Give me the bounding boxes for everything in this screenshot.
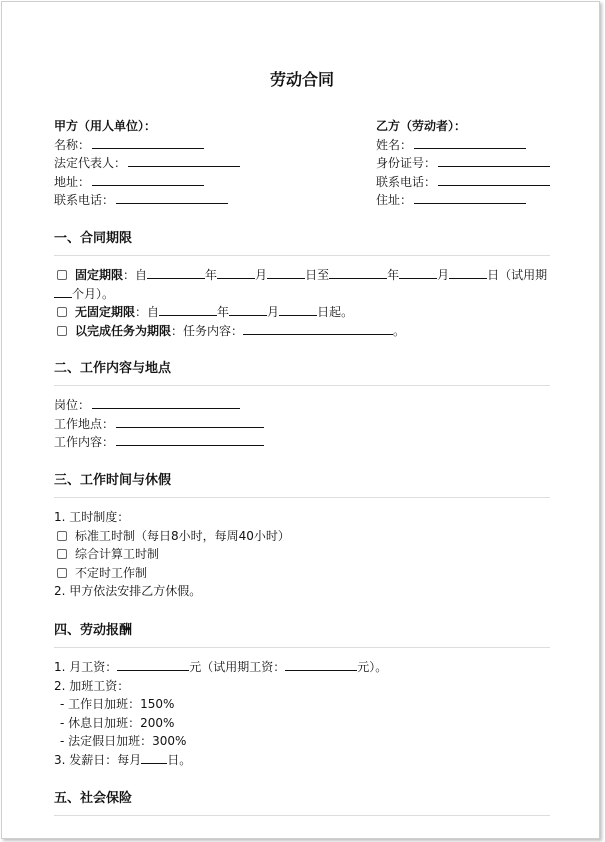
blank[interactable] <box>116 433 264 446</box>
text: 2. 加班工资： <box>54 678 130 693</box>
blank[interactable] <box>229 303 267 316</box>
blank[interactable] <box>116 191 228 204</box>
checkbox[interactable] <box>57 568 67 578</box>
option-comprehensive-hours[interactable] <box>54 545 550 564</box>
checkbox[interactable] <box>57 307 67 317</box>
text: 2. 甲方依法安排乙方休假。 <box>54 584 202 598</box>
option-label: 无固定期限 <box>75 305 136 319</box>
party-b-id-field[interactable] <box>376 154 550 173</box>
field-label: 工作地点： <box>54 416 115 431</box>
party-a-heading: 甲方（用人单位）： <box>54 119 157 133</box>
page-title: 劳动合同 <box>269 70 334 89</box>
field-label: 名称： <box>54 137 91 152</box>
monthly-salary-field[interactable] <box>54 658 550 677</box>
section-insurance <box>54 789 550 826</box>
blank[interactable] <box>329 266 387 279</box>
option-label: 不定时工作制 <box>75 565 148 580</box>
blank[interactable] <box>279 303 317 316</box>
blank[interactable] <box>217 266 255 279</box>
section-work <box>54 359 550 452</box>
field-label: 工作内容： <box>54 435 115 449</box>
blank[interactable] <box>147 266 205 279</box>
blank[interactable] <box>414 191 526 204</box>
section-term <box>54 229 550 340</box>
text: 年 <box>205 268 218 282</box>
overtime-rate: - 工作日加班：150% <box>60 697 175 711</box>
text: 年 <box>217 305 230 319</box>
blank[interactable] <box>92 173 204 186</box>
option-label: 固定期限 <box>75 268 124 282</box>
section-heading: 三、工作时间与休假 <box>54 471 550 498</box>
text: 日。 <box>167 752 192 767</box>
blank[interactable] <box>159 303 217 316</box>
party-b-heading: 乙方（劳动者）： <box>376 119 467 133</box>
field-label: 联系电话： <box>376 174 437 189</box>
option-flexible-hours[interactable] <box>54 564 550 583</box>
text: 个月）。 <box>72 286 115 301</box>
field-label: 联系电话： <box>54 193 115 207</box>
text: 日起。 <box>317 305 354 319</box>
party-a-legal-rep-field[interactable] <box>54 154 240 173</box>
blank[interactable] <box>92 136 204 149</box>
section-pay <box>54 621 550 769</box>
text: 年 <box>387 268 400 282</box>
blank[interactable] <box>128 154 240 167</box>
option-fixed-term[interactable] <box>54 266 550 303</box>
option-label: 标准工时制（每日8小时，每周40小时） <box>75 528 290 543</box>
field-label: 姓名： <box>376 137 413 152</box>
section-heading: 二、工作内容与地点 <box>54 359 550 386</box>
text: ：任务内容： <box>171 323 244 338</box>
document-page <box>1 1 600 839</box>
text: 。 <box>393 323 406 338</box>
text: 月 <box>255 268 268 282</box>
option-open-term[interactable] <box>54 303 550 322</box>
blank[interactable] <box>399 266 437 279</box>
blank[interactable] <box>267 266 305 279</box>
work-location-field[interactable] <box>54 415 550 434</box>
overtime-rate: - 休息日加班：200% <box>60 715 175 730</box>
blank[interactable] <box>117 658 189 671</box>
text: ：自 <box>123 268 148 282</box>
blank[interactable] <box>116 415 264 428</box>
party-b-name-field[interactable] <box>376 136 550 155</box>
field-label: 地址： <box>54 174 91 189</box>
party-a-name-field[interactable] <box>54 136 240 155</box>
text: 3. 发薪日：每月 <box>54 752 142 767</box>
option-label: 综合计算工时制 <box>75 547 160 561</box>
field-label: 住址： <box>376 193 413 207</box>
checkbox[interactable] <box>57 531 67 541</box>
section-heading: 一、合同期限 <box>54 229 550 256</box>
blank[interactable] <box>141 751 167 764</box>
party-a <box>54 117 240 210</box>
checkbox[interactable] <box>57 326 67 336</box>
text: 1. 工时制度： <box>54 510 130 524</box>
text: 日至 <box>305 268 330 282</box>
field-label: 岗位： <box>54 398 91 412</box>
checkbox[interactable] <box>57 270 67 280</box>
blank[interactable] <box>92 396 240 409</box>
text: 1. 月工资： <box>54 660 118 674</box>
payday-field[interactable] <box>54 751 550 770</box>
option-label: 以完成任务为期限 <box>75 323 172 338</box>
blank[interactable] <box>414 136 526 149</box>
text: 月 <box>437 268 450 282</box>
position-field[interactable] <box>54 396 550 415</box>
party-b <box>376 117 550 210</box>
blank[interactable] <box>438 154 550 167</box>
work-content-field[interactable] <box>54 433 550 452</box>
text: ：自 <box>135 305 160 319</box>
party-b-address-field[interactable] <box>376 191 550 210</box>
option-standard-hours[interactable] <box>54 527 550 546</box>
text: 元（试用期工资： <box>189 660 286 674</box>
party-b-phone-field[interactable] <box>376 173 550 192</box>
party-a-address-field[interactable] <box>54 173 240 192</box>
blank[interactable] <box>243 322 393 335</box>
option-task-term[interactable] <box>54 322 550 341</box>
section-heading: 五、社会保险 <box>54 789 550 816</box>
section-heading: 四、劳动报酬 <box>54 621 550 648</box>
blank[interactable] <box>54 285 72 298</box>
field-label: 法定代表人： <box>54 156 127 170</box>
party-a-phone-field[interactable] <box>54 191 240 210</box>
checkbox[interactable] <box>57 549 67 559</box>
text: 元）。 <box>357 660 388 674</box>
field-label: 身份证号： <box>376 156 437 170</box>
section-hours <box>54 471 550 601</box>
overtime-rate: - 法定假日加班：300% <box>60 734 187 748</box>
blank[interactable] <box>438 173 550 186</box>
text: 日（试用期 <box>487 268 548 282</box>
blank[interactable] <box>449 266 487 279</box>
text: 月 <box>267 305 280 319</box>
blank[interactable] <box>285 658 357 671</box>
